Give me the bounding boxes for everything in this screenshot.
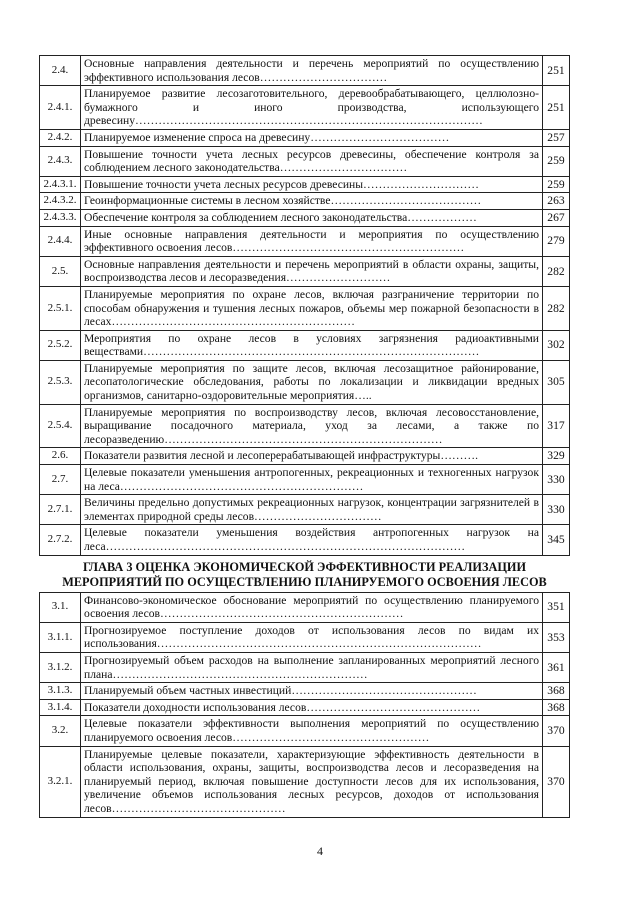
toc-row (40, 448, 570, 465)
toc-row (40, 56, 570, 86)
chapter-heading: ГЛАВА 3 ОЦЕНКА ЭКОНОМИЧЕСКОЙ ЭФФЕКТИВНОСТИ РЕАЛИЗАЦИИ МЕРОПРИЯТИЙ ПО ОСУЩЕСТВЛЕНИЮ ПЛАНИРУЕМОГО ОСВОЕНИЯ ЛЕСОВ (40, 555, 570, 592)
section-number: 3.1.4. (40, 699, 81, 716)
toc-row (40, 746, 570, 817)
section-page: 330 (543, 495, 570, 525)
section-title: Планируемое развитие лесозаготовительного, деревообрабатывающего, целлюлозно-бумажного и иного производства, использующего древесину……………………………………………………………………………… (81, 86, 543, 130)
section-title: Планируемый объем частных инвестиций………………………………………… (81, 683, 543, 700)
section-title: Планируемое изменение спроса на древесину……………………………… (81, 129, 543, 146)
toc-row (40, 146, 570, 176)
toc-row (40, 286, 570, 330)
section-page: 302 (543, 330, 570, 360)
section-page: 361 (543, 652, 570, 682)
section-number: 2.5. (40, 256, 81, 286)
section-title: Мероприятия по охране лесов в условиях загрязнения радиоактивными веществами…………………………………………………………………………… (81, 330, 543, 360)
toc-row (40, 652, 570, 682)
section-title: Показатели доходности использования лесов……………………………………… (81, 699, 543, 716)
section-number: 2.7.2. (40, 525, 81, 555)
section-title: Финансово-экономическое обоснование мероприятий по осуществлению планируемого освоения лесов……………………………………………………… (81, 592, 543, 622)
contents-table (39, 55, 570, 818)
toc-row (40, 592, 570, 622)
toc-row (40, 495, 570, 525)
toc-row (40, 226, 570, 256)
section-number: 2.7.1. (40, 495, 81, 525)
section-title: Величины предельно допустимых рекреационных нагрузок, концентрации загрязнителей в элементах природной среды лесов…………………………… (81, 495, 543, 525)
toc-row (40, 404, 570, 448)
section-number: 2.4.3.1. (40, 176, 81, 193)
section-page: 329 (543, 448, 570, 465)
section-page: 263 (543, 193, 570, 210)
toc-row (40, 176, 570, 193)
section-title: Планируемые целевые показатели, характеризующие эффективность деятельности в области использования, охраны, защиты, воспроизводства лесов и лесоразведения на планируемый период, включая повышение доступности лесов для их использования, увеличение объемов использования лесных ресурсов, доходов от использования лесов……………………………………… (81, 746, 543, 817)
toc-row (40, 683, 570, 700)
section-title: Планируемые мероприятия по воспроизводству лесов, включая лесовосстановление, выращивание посадочного материала, уход за лесами, а также по лесоразведению……………………………………………………………… (81, 404, 543, 448)
section-page: 345 (543, 525, 570, 555)
section-page: 305 (543, 360, 570, 404)
section-number: 3.2. (40, 716, 81, 746)
toc-row (40, 360, 570, 404)
toc-row (40, 193, 570, 210)
section-page: 282 (543, 256, 570, 286)
section-number: 3.1.1. (40, 622, 81, 652)
section-number: 2.5.1. (40, 286, 81, 330)
section-number: 2.6. (40, 448, 81, 465)
section-page: 370 (543, 716, 570, 746)
section-page: 351 (543, 592, 570, 622)
toc-row (40, 129, 570, 146)
toc-row (40, 330, 570, 360)
section-number: 2.4.2. (40, 129, 81, 146)
page-number: 4 (317, 844, 323, 858)
section-number: 2.4. (40, 56, 81, 86)
section-page: 353 (543, 622, 570, 652)
section-title: Обеспечение контроля за соблюдением лесного законодательства……………… (81, 209, 543, 226)
section-page: 282 (543, 286, 570, 330)
section-page: 330 (543, 465, 570, 495)
section-number: 2.5.4. (40, 404, 81, 448)
section-page: 259 (543, 146, 570, 176)
toc-row (40, 209, 570, 226)
section-title: Показатели развития лесной и лесоперерабатывающей инфраструктуры………. (81, 448, 543, 465)
section-number: 2.4.3. (40, 146, 81, 176)
section-page: 370 (543, 746, 570, 817)
section-page: 257 (543, 129, 570, 146)
section-number: 2.4.3.3. (40, 209, 81, 226)
section-title: Иные основные направления деятельности и мероприятия по осуществлению эффективного освоения лесов…………………………………………………… (81, 226, 543, 256)
section-page: 267 (543, 209, 570, 226)
toc-row (40, 86, 570, 130)
section-title: Основные направления деятельности и перечень мероприятий по осуществлению эффективного использования лесов…………………………… (81, 56, 543, 86)
section-page: 368 (543, 699, 570, 716)
section-number: 2.4.4. (40, 226, 81, 256)
section-page: 251 (543, 56, 570, 86)
section-title: Целевые показатели уменьшения антропогенных, рекреационных и техногенных нагрузок на леса……………………………………………………… (81, 465, 543, 495)
section-title: Целевые показатели уменьшения воздействия антропогенных нагрузок на леса………………………………………………………………………………… (81, 525, 543, 555)
section-number: 2.5.2. (40, 330, 81, 360)
toc-row (40, 716, 570, 746)
section-number: 2.5.3. (40, 360, 81, 404)
section-title: Повышение точности учета лесных ресурсов древесины, обеспечение контроля за соблюдением лесного законодательства…………………………… (81, 146, 543, 176)
section-title: Планируемые мероприятия по охране лесов, включая разграничение территории по способам обнаружения и тушения лесных пожаров, объемы мер пожарной безопасности в лесах……………………………………………………… (81, 286, 543, 330)
toc-row (40, 256, 570, 286)
section-title: Геоинформационные системы в лесном хозяйстве………………………………… (81, 193, 543, 210)
toc-row (40, 622, 570, 652)
toc-row (40, 465, 570, 495)
section-page: 251 (543, 86, 570, 130)
section-page: 279 (543, 226, 570, 256)
section-page: 259 (543, 176, 570, 193)
section-title: Прогнозируемое поступление доходов от использования лесов по видам их использования………………………………………………………………………… (81, 622, 543, 652)
section-title: Планируемые мероприятия по защите лесов, включая лесозащитное районирование, лесопатологические обследования, работы по локализации и ликвидации вредных организмов, санитарно-оздоровительные мероприятия….. (81, 360, 543, 404)
section-page: 368 (543, 683, 570, 700)
section-number: 2.4.1. (40, 86, 81, 130)
section-title: Основные направления деятельности и перечень мероприятий в области охраны, защиты, воспроизводства лесов и лесоразведения……………………… (81, 256, 543, 286)
chapter-heading-row (40, 555, 570, 592)
section-title: Повышение точности учета лесных ресурсов древесины………………………… (81, 176, 543, 193)
section-title: Целевые показатели эффективности выполнения мероприятий по осуществлению планируемого освоения лесов…………………………………………… (81, 716, 543, 746)
section-number: 3.1.2. (40, 652, 81, 682)
contents-table-body (40, 56, 570, 818)
toc-row (40, 525, 570, 555)
section-number: 3.1. (40, 592, 81, 622)
section-number: 3.1.3. (40, 683, 81, 700)
section-number: 3.2.1. (40, 746, 81, 817)
section-title: Прогнозируемый объем расходов на выполнение запланированных мероприятий лесного плана………………………………………………………… (81, 652, 543, 682)
section-page: 317 (543, 404, 570, 448)
toc-row (40, 699, 570, 716)
section-number: 2.4.3.2. (40, 193, 81, 210)
section-number: 2.7. (40, 465, 81, 495)
